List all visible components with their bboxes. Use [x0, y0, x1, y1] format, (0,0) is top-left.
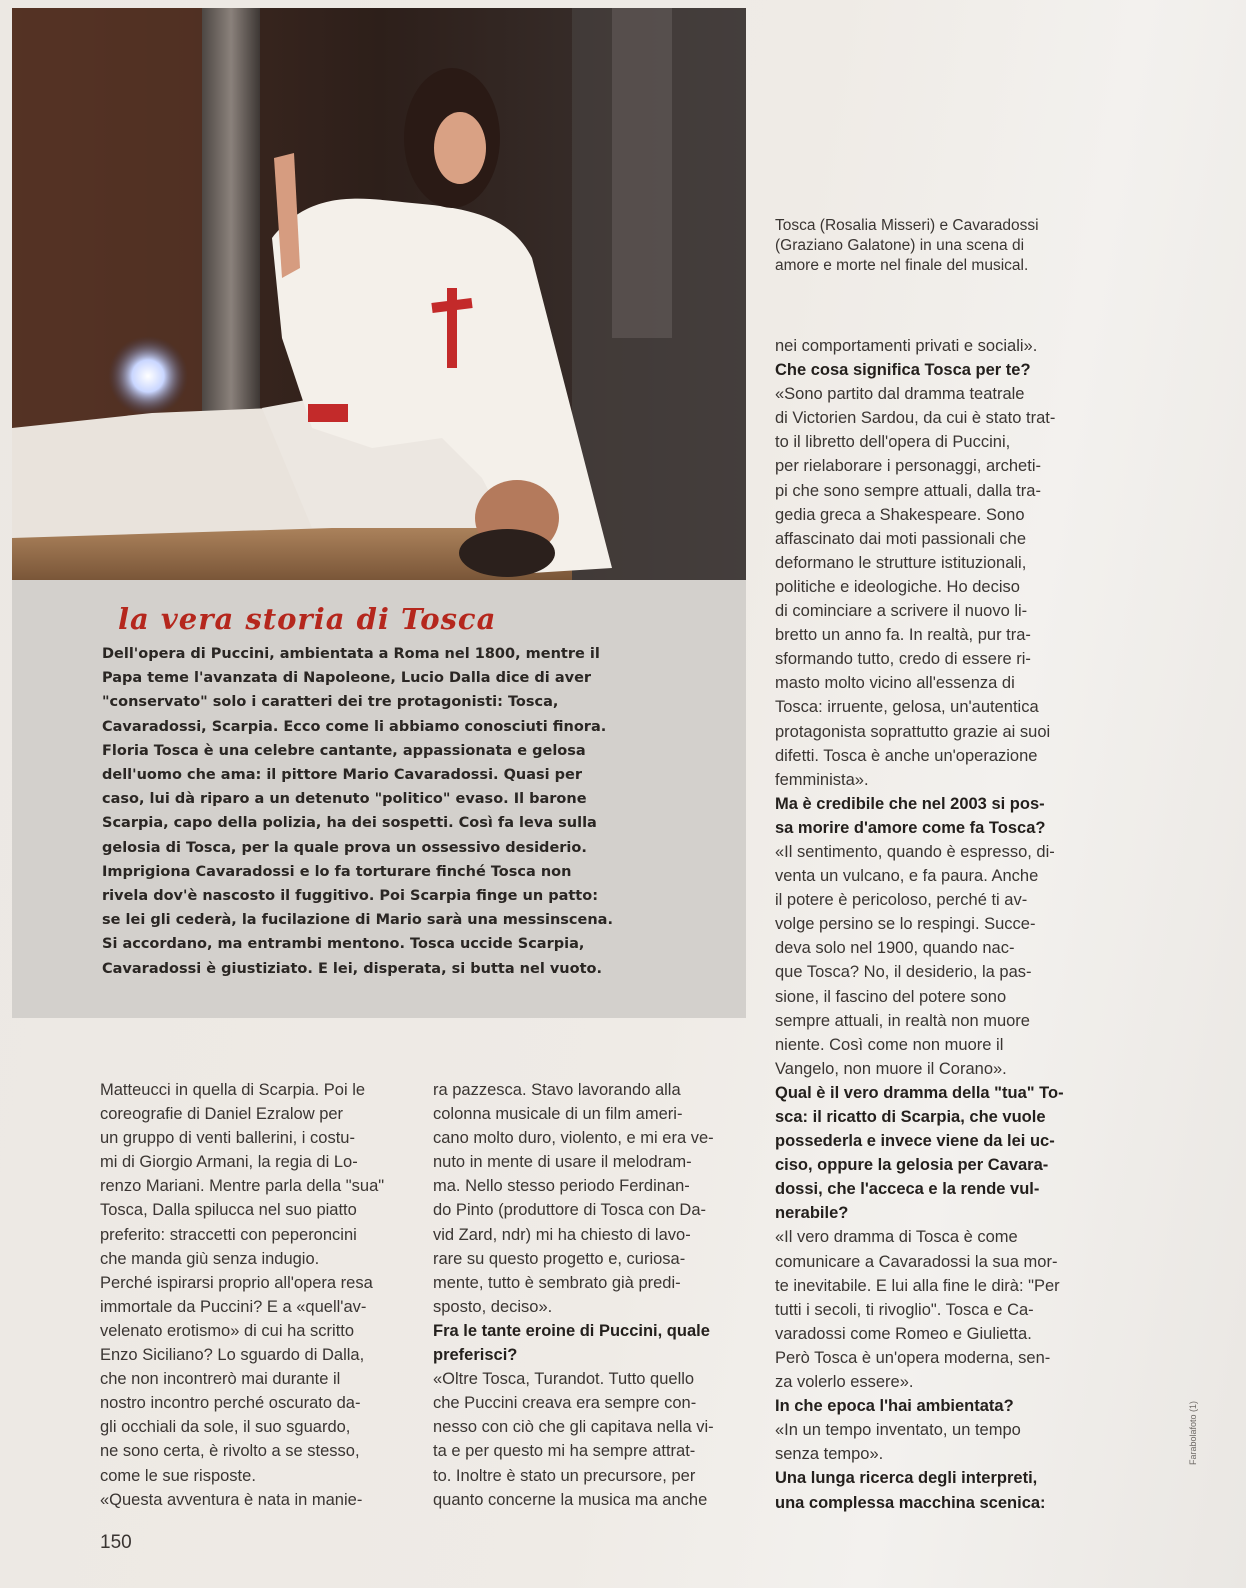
text-line: deformano le strutture istituzionali, [775, 553, 1027, 572]
page-number: 150 [100, 1532, 132, 1553]
text-line: comunicare a Cavaradossi la sua mor- [775, 1252, 1058, 1271]
question-line: In che epoca l'hai ambientata? [775, 1397, 1014, 1416]
text-line: sione, il fascino del potere sono [775, 987, 1007, 1006]
article-column-3 [775, 334, 1085, 1515]
text-line: Però Tosca è un'opera moderna, sen- [775, 1348, 1051, 1367]
caption-line: (Graziano Galatone) in una scena di [775, 237, 1025, 254]
text-line: affascinato dai moti passionali che [775, 529, 1027, 548]
caption-line: amore e morte nel finale del musical. [775, 257, 1029, 274]
question-line: Che cosa significa Tosca per te? [775, 361, 1031, 380]
text-line: Perché ispirarsi proprio all'opera resa [100, 1273, 373, 1292]
text-line: ne sono certa, è rivolto a se stesso, [100, 1442, 360, 1461]
text-line: colonna musicale di un film ameri- [433, 1105, 683, 1124]
text-line: difetti. Tosca è anche un'operazione [775, 746, 1038, 765]
text-line: que Tosca? No, il desiderio, la pas- [775, 963, 1032, 982]
box-line: Cavaradossi, Scarpia. Ecco come li abbiamo conosciuti finora. [102, 718, 607, 735]
text-line: varadossi come Romeo e Giulietta. [775, 1324, 1032, 1343]
text-line: deva solo nel 1900, quando nac- [775, 939, 1015, 958]
text-line: te inevitabile. E lui alla fine le dirà: "Per [775, 1276, 1060, 1295]
text-line: to. Inoltre è stato un precursore, per [433, 1466, 696, 1485]
photo-caption [775, 216, 1080, 276]
question-line: Una lunga ricerca degli interpreti, [775, 1469, 1038, 1488]
text-line: coreografie di Daniel Ezralow per [100, 1105, 344, 1124]
text-line: to il libretto dell'opera di Puccini, [775, 433, 1011, 452]
text-line: Matteucci in quella di Scarpia. Poi le [100, 1081, 366, 1099]
box-line: Cavaradossi è giustiziato. E lei, disperata, si butta nel vuoto. [102, 960, 602, 977]
box-line: Papa teme l'avanzata di Napoleone, Lucio Dalla dice di aver [102, 670, 592, 687]
text-line: ma. Nello stesso periodo Ferdinan- [433, 1177, 690, 1196]
box-line: rivela dov'è nascosto il fuggitivo. Poi Scarpia finge un patto: [102, 888, 598, 905]
question-line: preferisci? [433, 1346, 518, 1365]
box-line: Floria Tosca è una celebre cantante, appassionata e gelosa [102, 742, 586, 759]
question-line: sa morire d'amore come fa Tosca? [775, 818, 1046, 837]
text-line: masto molto vicino all'essenza di [775, 674, 1015, 693]
box-title: la vera storia di Tosca [118, 602, 497, 636]
text-line: renzo Mariani. Mentre parla della "sua" [100, 1177, 385, 1196]
stage-photo [12, 8, 746, 580]
question-line: una complessa macchina scenica: [775, 1493, 1046, 1512]
text-line: cano molto duro, violento, e mi era ve- [433, 1129, 714, 1148]
text-line: come le sue risposte. [100, 1466, 256, 1485]
text-line: «In un tempo inventato, un tempo [775, 1421, 1021, 1440]
text-line: za volerlo essere». [775, 1373, 914, 1392]
box-line: Scarpia, capo della polizia, ha dei sospetti. Così fa leva sulla [102, 815, 597, 832]
text-line: rare su questo progetto e, curiosa- [433, 1249, 686, 1268]
text-line: do Pinto (produttore di Tosca con Da- [433, 1201, 707, 1220]
text-line: di cominciare a scrivere il nuovo li- [775, 602, 1028, 621]
text-line: «Questa avventura è nata in manie- [100, 1490, 363, 1509]
text-line: sposto, deciso». [433, 1297, 553, 1316]
text-line: nesso con ciò che gli capitava nella vi- [433, 1418, 714, 1437]
text-line: il potere è pericoloso, perché ti av- [775, 891, 1028, 910]
text-line: bretto un anno fa. In realtà, pur tra- [775, 626, 1031, 645]
text-line: per rielaborare i personaggi, archeti- [775, 457, 1041, 476]
box-line: "conservato" solo i caratteri dei tre protagonisti: Tosca, [102, 694, 559, 711]
box-line: Imprigiona Cavaradossi e lo fa torturare finché Tosca non [102, 863, 572, 880]
box-line: caso, lui dà riparo a un detenuto "politico" evaso. Il barone [102, 791, 587, 808]
text-line: politiche e ideologiche. Ho deciso [775, 577, 1020, 596]
text-line: immortale da Puccini? E a «quell'av- [100, 1297, 367, 1316]
text-line: mente, tutto è sembrato già predi- [433, 1273, 681, 1292]
text-line: ra pazzesca. Stavo lavorando alla [433, 1081, 681, 1099]
text-line: che non incontrerò mai durante il [100, 1370, 341, 1389]
text-line: nei comportamenti privati e sociali». [775, 337, 1038, 355]
text-line: femminista». [775, 770, 869, 789]
caption-line: Tosca (Rosalia Misseri) e Cavaradossi [775, 217, 1039, 234]
text-line: vid Zard, ndr) mi ha chiesto di lavo- [433, 1225, 691, 1244]
text-line: un gruppo di venti ballerini, i costu- [100, 1129, 355, 1148]
box-line: gelosia di Tosca, per la quale prova un ossessivo desiderio. [102, 839, 587, 856]
text-line: che Puccini creava era sempre con- [433, 1394, 697, 1413]
text-line: venta un vulcano, e fa paura. Anche [775, 867, 1039, 886]
question-line: Ma è credibile che nel 2003 si pos- [775, 794, 1045, 813]
text-line: nuto in mente di usare il melodram- [433, 1153, 692, 1172]
box-line: Si accordano, ma entrambi mentono. Tosca uccide Scarpia, [102, 936, 585, 953]
text-line: sformando tutto, credo di essere ri- [775, 650, 1031, 669]
text-line: che manda giù senza indugio. [100, 1249, 320, 1268]
text-line: di Victorien Sardou, da cui è stato trat- [775, 409, 1056, 428]
sidebar-box [12, 580, 746, 1018]
text-line: «Il vero dramma di Tosca è come [775, 1228, 1018, 1247]
text-line: «Il sentimento, quando è espresso, di- [775, 842, 1055, 861]
text-line: ta e per questo mi ha sempre attrat- [433, 1442, 696, 1461]
box-line: se lei gli cederà, la fucilazione di Mario sarà una messinscena. [102, 912, 613, 929]
question-line: Qual è il vero dramma della "tua" To- [775, 1083, 1064, 1102]
question-line: ciso, oppure la gelosia per Cavara- [775, 1156, 1049, 1175]
text-line: mi di Giorgio Armani, la regia di Lo- [100, 1153, 358, 1172]
box-body [102, 642, 712, 981]
question-line: sca: il ricatto di Scarpia, che vuole [775, 1108, 1046, 1126]
text-line: velenato erotismo» di cui ha scritto [100, 1321, 355, 1340]
text-line: tutti i secoli, ti rivoglio". Tosca e Ca- [775, 1300, 1034, 1319]
text-line: Enzo Siciliano? Lo sguardo di Dalla, [100, 1346, 365, 1365]
box-line: Dell'opera di Puccini, ambientata a Roma nel 1800, mentre il [102, 646, 600, 662]
question-line: nerabile? [775, 1204, 849, 1223]
text-line: gli occhiali da sole, il suo sguardo, [100, 1418, 351, 1437]
article-column-2 [433, 1078, 743, 1512]
text-line: volge persino se lo respingi. Succe- [775, 915, 1036, 934]
text-line: Tosca, Dalla spilucca nel suo piatto [100, 1201, 357, 1220]
text-line: «Sono partito dal dramma teatrale [775, 385, 1025, 404]
text-line: sempre attuali, in realtà non muore [775, 1011, 1030, 1030]
text-line: quanto concerne la musica ma anche [433, 1490, 708, 1509]
article-column-1 [100, 1078, 410, 1512]
text-line: gedia greca a Shakespeare. Sono [775, 505, 1025, 524]
text-line: Tosca: irruente, gelosa, un'autentica [775, 698, 1039, 717]
stage-photo-illustration [12, 8, 746, 580]
photo-credit: Farabolafoto (1) [1188, 1400, 1198, 1465]
question-line: dossi, che l'acceca e la rende vul- [775, 1180, 1040, 1199]
text-line: «Oltre Tosca, Turandot. Tutto quello [433, 1370, 695, 1389]
text-line: preferito: straccetti con peperoncini [100, 1225, 357, 1244]
text-line: senza tempo». [775, 1445, 884, 1464]
question-line: Fra le tante eroine di Puccini, quale [433, 1321, 710, 1340]
box-line: dell'uomo che ama: il pittore Mario Cavaradossi. Quasi per [102, 767, 583, 784]
text-line: Vangelo, non muore il Corano». [775, 1059, 1007, 1078]
text-line: nostro incontro perché oscurato da- [100, 1394, 361, 1413]
text-line: pi che sono sempre attuali, dalla tra- [775, 481, 1041, 500]
question-line: possederla e invece viene da lei uc- [775, 1132, 1055, 1151]
text-line: niente. Così come non muore il [775, 1035, 1004, 1054]
text-line: protagonista soprattutto grazie ai suoi [775, 722, 1051, 741]
